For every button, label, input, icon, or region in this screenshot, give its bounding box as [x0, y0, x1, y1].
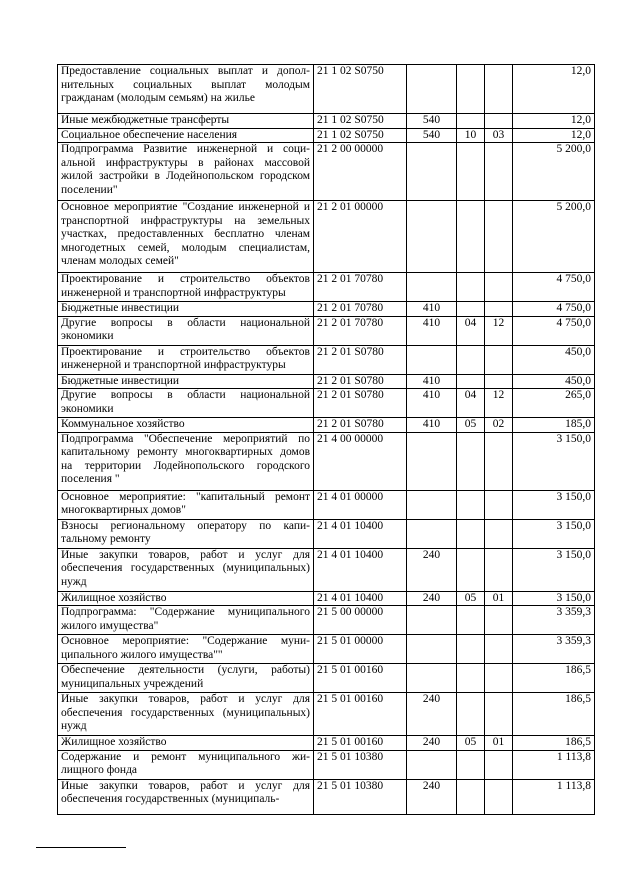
row-name: Подпрограмма: "Содержание муниципального жилого имущества"	[58, 606, 314, 635]
row-name: Иные закупки товаров, работ и услуг для обеспечения государственных (муниципальных) нужд	[58, 548, 314, 591]
row-amount: 4 750,0	[513, 273, 595, 302]
row-name: Другие вопросы в области национальной экономики	[58, 389, 314, 418]
row-subsection	[485, 750, 513, 779]
row-section	[457, 750, 485, 779]
row-code: 21 1 02 S0750	[314, 128, 407, 143]
table-row	[58, 548, 595, 591]
row-subsection	[485, 693, 513, 736]
table-row	[58, 606, 595, 635]
table-row	[58, 736, 595, 751]
table-row	[58, 143, 595, 201]
row-name: Обеспечение деятельности (услуги, работы) муниципальных учреждений	[58, 664, 314, 693]
row-section	[457, 693, 485, 736]
row-section: 05	[457, 418, 485, 433]
row-expense-type: 240	[407, 736, 457, 751]
row-subsection	[485, 374, 513, 389]
row-subsection	[485, 606, 513, 635]
row-name: Подпрограмма Развитие инженерной и социальной инфраструктуры в районах массовой жилой застройки в Лодейнопольском городском поселении"	[58, 143, 314, 201]
table-row	[58, 418, 595, 433]
row-section	[457, 432, 485, 490]
footnote-separator	[36, 847, 126, 848]
table-row	[58, 591, 595, 606]
document-page	[57, 64, 594, 815]
row-expense-type: 540	[407, 128, 457, 143]
table-row	[58, 635, 595, 664]
budget-table	[57, 64, 595, 815]
row-expense-type	[407, 606, 457, 635]
row-subsection: 12	[485, 389, 513, 418]
row-section	[457, 201, 485, 273]
row-expense-type	[407, 490, 457, 519]
row-subsection: 03	[485, 128, 513, 143]
row-section: 04	[457, 389, 485, 418]
row-amount: 265,0	[513, 389, 595, 418]
row-section: 04	[457, 316, 485, 345]
row-code: 21 2 01 00000	[314, 201, 407, 273]
row-section: 10	[457, 128, 485, 143]
row-name: Иные межбюджетные трансферты	[58, 114, 314, 129]
row-expense-type	[407, 201, 457, 273]
row-expense-type	[407, 519, 457, 548]
row-subsection: 01	[485, 736, 513, 751]
row-expense-type: 410	[407, 302, 457, 317]
table-row	[58, 345, 595, 374]
row-code: 21 4 01 10400	[314, 591, 407, 606]
row-name: Основное мероприятие: "Содержание муниципального жилого имущества""	[58, 635, 314, 664]
row-amount: 186,5	[513, 693, 595, 736]
row-amount: 4 750,0	[513, 316, 595, 345]
row-section	[457, 635, 485, 664]
row-section	[457, 374, 485, 389]
row-subsection	[485, 345, 513, 374]
table-row	[58, 693, 595, 736]
row-expense-type	[407, 273, 457, 302]
row-expense-type: 540	[407, 114, 457, 129]
row-amount: 12,0	[513, 65, 595, 114]
row-section	[457, 302, 485, 317]
table-row	[58, 779, 595, 814]
table-row	[58, 519, 595, 548]
row-amount: 12,0	[513, 114, 595, 129]
row-amount: 4 750,0	[513, 302, 595, 317]
row-subsection	[485, 143, 513, 201]
row-name: Основное мероприятие "Создание инженерной и транспортной инфраструктуры на земельных участках, предоставленных бесплатно членам многодетных семей, молодым специалистам, членам молодых семей"	[58, 201, 314, 273]
row-code: 21 4 00 00000	[314, 432, 407, 490]
row-amount: 450,0	[513, 374, 595, 389]
row-expense-type	[407, 432, 457, 490]
row-section: 05	[457, 591, 485, 606]
table-row	[58, 201, 595, 273]
row-expense-type: 240	[407, 591, 457, 606]
row-name: Проектирование и строительство объектов инженерной и транспортной инфраструктуры	[58, 273, 314, 302]
row-name: Содержание и ремонт муниципального жилищного фонда	[58, 750, 314, 779]
table-row	[58, 490, 595, 519]
row-subsection	[485, 519, 513, 548]
table-row	[58, 65, 595, 114]
row-section	[457, 65, 485, 114]
row-name: Взносы региональному оператору по капитальному ремонту	[58, 519, 314, 548]
row-expense-type: 240	[407, 779, 457, 814]
row-amount: 186,5	[513, 736, 595, 751]
row-subsection	[485, 432, 513, 490]
row-amount: 1 113,8	[513, 750, 595, 779]
row-code: 21 5 01 10380	[314, 750, 407, 779]
row-expense-type: 240	[407, 693, 457, 736]
row-amount: 3 150,0	[513, 432, 595, 490]
row-code: 21 2 01 S0780	[314, 374, 407, 389]
table-row	[58, 374, 595, 389]
row-subsection	[485, 302, 513, 317]
row-subsection	[485, 114, 513, 129]
row-code: 21 5 01 00000	[314, 635, 407, 664]
row-expense-type: 410	[407, 374, 457, 389]
row-amount: 5 200,0	[513, 143, 595, 201]
row-name: Бюджетные инвестиции	[58, 374, 314, 389]
row-section	[457, 606, 485, 635]
row-amount: 1 113,8	[513, 779, 595, 814]
row-amount: 3 359,3	[513, 606, 595, 635]
row-code: 21 5 01 00160	[314, 693, 407, 736]
row-name: Основное мероприятие: "капитальный ремонт многоквартирных домов"	[58, 490, 314, 519]
row-amount: 3 150,0	[513, 548, 595, 591]
row-amount: 3 150,0	[513, 490, 595, 519]
row-expense-type	[407, 750, 457, 779]
row-code: 21 1 02 S0750	[314, 65, 407, 114]
row-code: 21 2 01 S0780	[314, 418, 407, 433]
row-subsection	[485, 65, 513, 114]
row-name: Подпрограмма "Обеспечение мероприятий по капитальному ремонту многоквартирных домов на территории Лодейнопольского городского поселения "	[58, 432, 314, 490]
row-subsection: 02	[485, 418, 513, 433]
table-row	[58, 389, 595, 418]
row-section	[457, 779, 485, 814]
row-code: 21 2 00 00000	[314, 143, 407, 201]
row-name: Предоставление социальных выплат и дополнительных социальных выплат молодым гражданам (молодым семьям) на жилье	[58, 65, 314, 114]
row-subsection	[485, 635, 513, 664]
row-code: 21 4 01 00000	[314, 490, 407, 519]
table-row	[58, 114, 595, 129]
budget-table-body	[58, 65, 595, 815]
table-row	[58, 432, 595, 490]
row-name: Проектирование и строительство объектов инженерной и транспортной инфраструктуры	[58, 345, 314, 374]
row-code: 21 5 01 00160	[314, 736, 407, 751]
row-expense-type: 410	[407, 389, 457, 418]
row-name: Иные закупки товаров, работ и услуг для обеспечения государственных (муниципаль-	[58, 779, 314, 814]
row-name: Социальное обеспечение населения	[58, 128, 314, 143]
row-section	[457, 490, 485, 519]
row-code: 21 5 01 00160	[314, 664, 407, 693]
row-code: 21 1 02 S0750	[314, 114, 407, 129]
row-amount: 12,0	[513, 128, 595, 143]
row-subsection	[485, 779, 513, 814]
row-code: 21 5 01 10380	[314, 779, 407, 814]
row-amount: 3 150,0	[513, 591, 595, 606]
table-row	[58, 302, 595, 317]
row-name: Жилищное хозяйство	[58, 591, 314, 606]
row-code: 21 2 01 S0780	[314, 345, 407, 374]
table-row	[58, 316, 595, 345]
row-expense-type	[407, 635, 457, 664]
row-name: Иные закупки товаров, работ и услуг для обеспечения государственных (муниципальных) нужд	[58, 693, 314, 736]
row-expense-type: 410	[407, 418, 457, 433]
row-code: 21 4 01 10400	[314, 519, 407, 548]
row-expense-type	[407, 345, 457, 374]
row-section	[457, 114, 485, 129]
row-section	[457, 143, 485, 201]
row-section	[457, 345, 485, 374]
row-code: 21 2 01 S0780	[314, 389, 407, 418]
row-expense-type	[407, 65, 457, 114]
row-amount: 186,5	[513, 664, 595, 693]
row-subsection: 01	[485, 591, 513, 606]
row-expense-type: 240	[407, 548, 457, 591]
row-name: Бюджетные инвестиции	[58, 302, 314, 317]
table-row	[58, 750, 595, 779]
row-subsection	[485, 273, 513, 302]
row-amount: 185,0	[513, 418, 595, 433]
row-name: Другие вопросы в области национальной экономики	[58, 316, 314, 345]
row-code: 21 2 01 70780	[314, 273, 407, 302]
row-amount: 3 359,3	[513, 635, 595, 664]
row-subsection	[485, 201, 513, 273]
row-subsection	[485, 664, 513, 693]
row-name: Коммунальное хозяйство	[58, 418, 314, 433]
row-section	[457, 273, 485, 302]
row-expense-type	[407, 664, 457, 693]
row-code: 21 4 01 10400	[314, 548, 407, 591]
row-section	[457, 664, 485, 693]
row-amount: 450,0	[513, 345, 595, 374]
table-row	[58, 664, 595, 693]
row-subsection	[485, 548, 513, 591]
table-row	[58, 128, 595, 143]
table-row	[58, 273, 595, 302]
row-section: 05	[457, 736, 485, 751]
row-section	[457, 519, 485, 548]
row-expense-type	[407, 143, 457, 201]
row-code: 21 5 00 00000	[314, 606, 407, 635]
row-subsection: 12	[485, 316, 513, 345]
row-amount: 5 200,0	[513, 201, 595, 273]
row-expense-type: 410	[407, 316, 457, 345]
row-amount: 3 150,0	[513, 519, 595, 548]
row-section	[457, 548, 485, 591]
row-code: 21 2 01 70780	[314, 302, 407, 317]
row-subsection	[485, 490, 513, 519]
row-code: 21 2 01 70780	[314, 316, 407, 345]
row-name: Жилищное хозяйство	[58, 736, 314, 751]
